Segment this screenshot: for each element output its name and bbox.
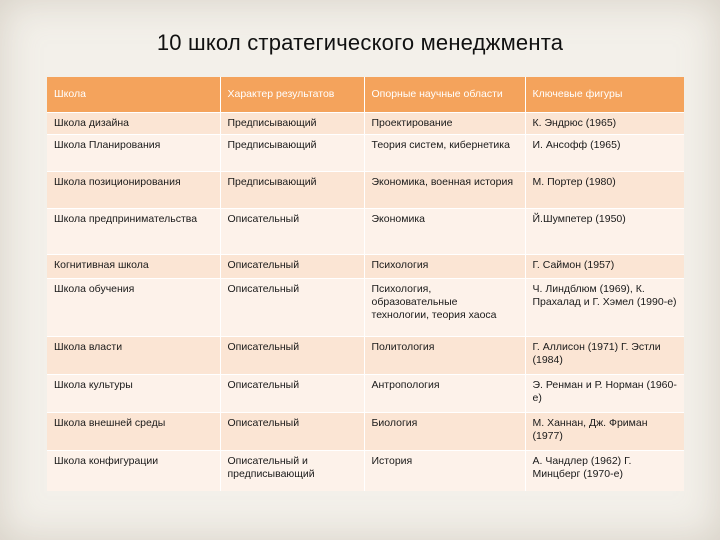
header-areas: Опорные научные области: [364, 77, 525, 113]
cell-figures: Г. Саймон (1957): [525, 255, 684, 279]
cell-school: Школа позиционирования: [47, 172, 220, 209]
cell-areas: История: [364, 451, 525, 491]
cell-school: Школа культуры: [47, 375, 220, 413]
table-row: [47, 172, 684, 209]
table-row: [47, 135, 684, 172]
cell-school: Школа предпринимательства: [47, 209, 220, 255]
table-row: [47, 255, 684, 279]
cell-character: Описательный: [220, 375, 364, 413]
header-character: Характер результатов: [220, 77, 364, 113]
table-row: [47, 113, 684, 135]
cell-areas: Психология: [364, 255, 525, 279]
cell-areas: Психология, образовательные технологии, теория хаоса: [364, 279, 525, 337]
cell-figures: А. Чандлер (1962) Г. Минцберг (1970-е): [525, 451, 684, 491]
table-row: [47, 375, 684, 413]
cell-school: Школа внешней среды: [47, 413, 220, 451]
cell-areas: Экономика, военная история: [364, 172, 525, 209]
cell-school: Когнитивная школа: [47, 255, 220, 279]
cell-school: Школа дизайна: [47, 113, 220, 135]
cell-character: Описательный: [220, 279, 364, 337]
table-row: [47, 413, 684, 451]
cell-figures: Э. Ренман и Р. Норман (1960-е): [525, 375, 684, 413]
cell-figures: И. Ансофф (1965): [525, 135, 684, 172]
cell-areas: Биология: [364, 413, 525, 451]
cell-figures: Й.Шумпетер (1950): [525, 209, 684, 255]
cell-school: Школа власти: [47, 337, 220, 375]
cell-character: Описательный: [220, 209, 364, 255]
table-row: [47, 451, 684, 491]
header-school: Школа: [47, 77, 220, 113]
cell-areas: Теория систем, кибернетика: [364, 135, 525, 172]
cell-character: Предписывающий: [220, 172, 364, 209]
header-figures: Ключевые фигуры: [525, 77, 684, 113]
cell-character: Предписывающий: [220, 113, 364, 135]
cell-figures: Г. Аллисон (1971) Г. Эстли (1984): [525, 337, 684, 375]
cell-character: Описательный: [220, 413, 364, 451]
schools-table: [47, 77, 684, 491]
cell-areas: Экономика: [364, 209, 525, 255]
slide-title: 10 школ стратегического менеджмента: [156, 30, 564, 55]
cell-areas: Политология: [364, 337, 525, 375]
table-row: [47, 279, 684, 337]
cell-school: Школа конфигурации: [47, 451, 220, 491]
cell-character: Предписывающий: [220, 135, 364, 172]
cell-areas: Проектирование: [364, 113, 525, 135]
cell-areas: Антропология: [364, 375, 525, 413]
cell-character: Описательный: [220, 337, 364, 375]
cell-school: Школа Планирования: [47, 135, 220, 172]
cell-figures: К. Эндрюс (1965): [525, 113, 684, 135]
cell-character: Описательный: [220, 255, 364, 279]
cell-figures: М. Портер (1980): [525, 172, 684, 209]
table-header-row: [47, 77, 684, 113]
cell-character: Описательный и предписывающий: [220, 451, 364, 491]
cell-figures: Ч. Линдблюм (1969), К. Прахалад и Г. Хэмел (1990-е): [525, 279, 684, 337]
table-row: [47, 209, 684, 255]
table-row: [47, 337, 684, 375]
cell-school: Школа обучения: [47, 279, 220, 337]
cell-figures: М. Ханнан, Дж. Фриман (1977): [525, 413, 684, 451]
